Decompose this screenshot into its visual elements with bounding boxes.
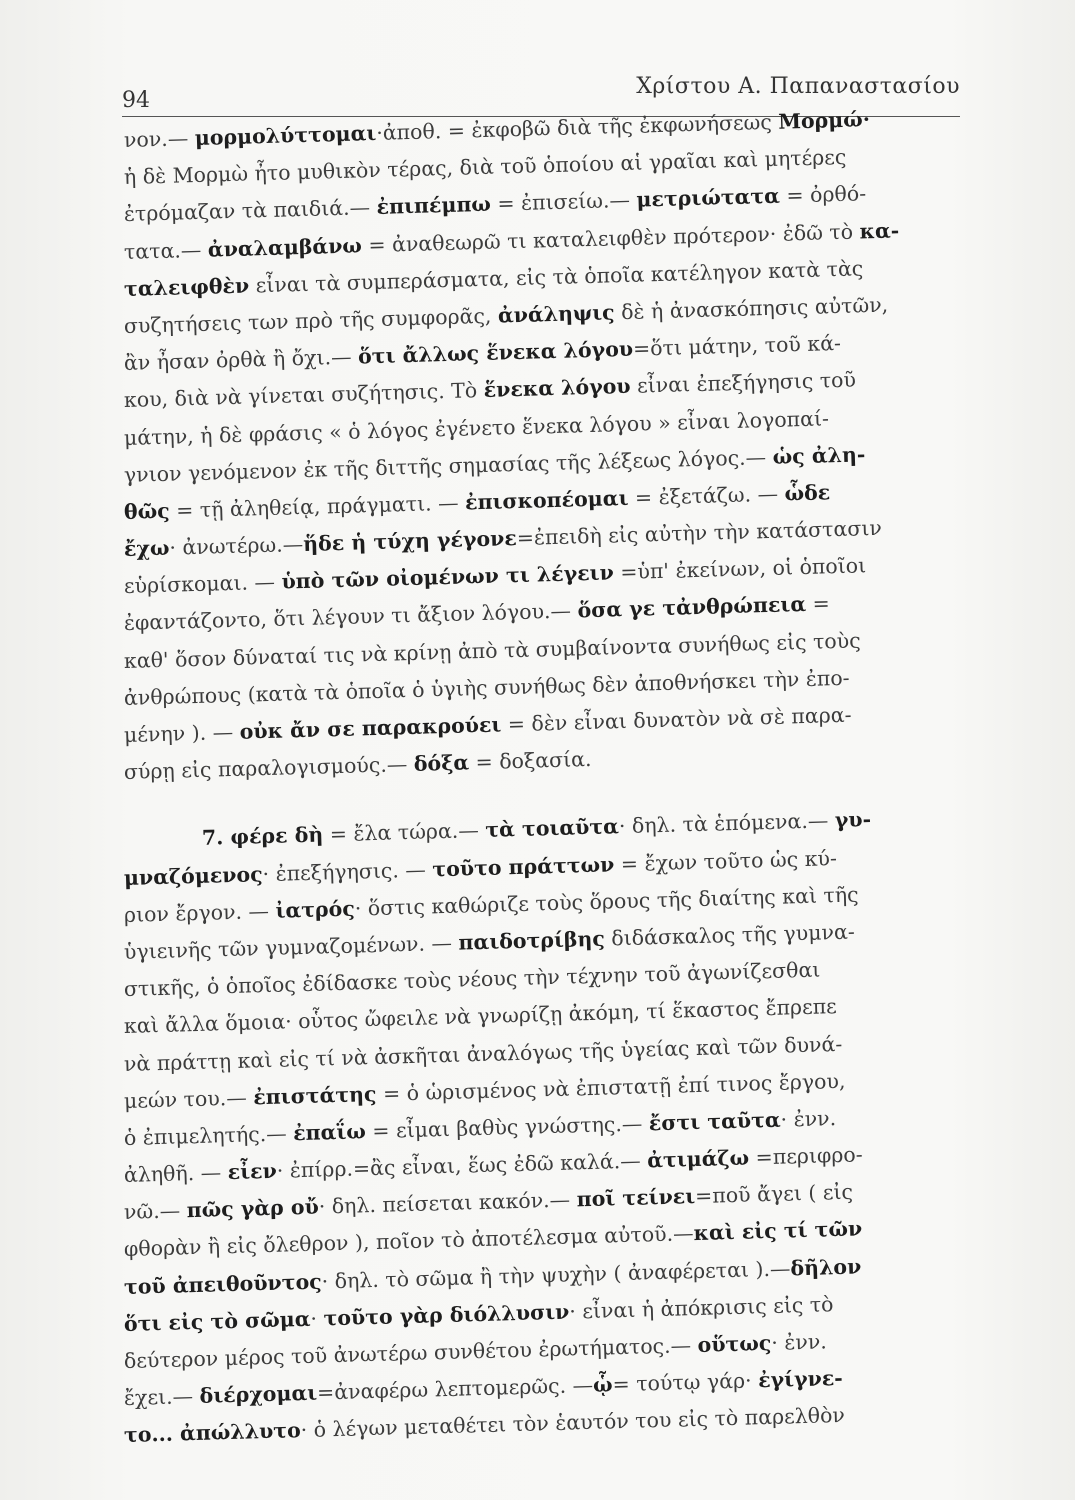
gloss-text: νῶ.— xyxy=(123,1198,188,1225)
gloss-text: · εἶναι ἡ ἀπόκρισις εἰς τὸ xyxy=(568,1292,834,1324)
gloss-text: = τῇ ἀληθείᾳ, πράγματι. — xyxy=(169,490,466,523)
gloss-text: = xyxy=(805,591,831,617)
lemma-term: ἐπιπέμπω xyxy=(376,192,492,220)
lemma-term: 7. φέρε δὴ xyxy=(201,822,324,851)
gloss-text: σύρῃ εἰς παραλογισμούς.— xyxy=(123,752,415,785)
lemma-term: ἐγίγνε- xyxy=(757,1366,844,1393)
lemma-term: ᾧ xyxy=(592,1372,613,1398)
lemma-term: μετριώτατα xyxy=(636,184,781,213)
lemma-term: ὡς ἀλη- xyxy=(772,441,866,469)
lemma-term: δῆλον xyxy=(790,1254,862,1281)
gloss-text: = εἶμαι βαθὺς γνώστης.— xyxy=(365,1111,650,1144)
gloss-text: · ὁ λέγων μεταθέτει τὸν ἑαυτόν του εἰς τὸ παρελθὸν xyxy=(300,1403,846,1443)
gloss-text: κου, διὰ νὰ γίνεται συζήτησις. Τὸ xyxy=(123,378,485,413)
gloss-text: = ἔλα τώρα.— xyxy=(322,818,486,847)
lemma-term: θῶς xyxy=(123,498,170,524)
gloss-text: =ποῦ ἄγει ( εἰς xyxy=(694,1179,854,1209)
gloss-text: καθ' ὅσον δύναταί τις νὰ κρίνῃ ἀπὸ τὰ συμβαίνοντα συνήθως εἰς τοὺς xyxy=(123,628,861,673)
gloss-text: =περιφρο- xyxy=(748,1142,863,1170)
lemma-term: τοῦ ἀπειθοῦντος xyxy=(123,1269,322,1299)
gloss-text: δὲ ἡ ἀνασκόπησις αὐτῶν, xyxy=(614,292,889,325)
lemma-term: Μορμώ· xyxy=(777,107,871,134)
gloss-text: ὁ ἐπιμελητής.— xyxy=(123,1121,294,1150)
commentary-text xyxy=(123,107,980,1455)
lemma-term: ἐπαΐω xyxy=(292,1119,367,1146)
lemma-term: τὰ τοιαῦτα xyxy=(484,814,620,843)
lemma-term: ἔστι ταῦτα xyxy=(648,1107,781,1136)
gloss-text: · ἀνωτέρω.— xyxy=(169,532,304,560)
lemma-term: εἶεν xyxy=(227,1158,278,1185)
gloss-text: · xyxy=(310,1306,324,1331)
gloss-text: ἀληθῆ. — xyxy=(123,1160,229,1188)
lemma-term: κα- xyxy=(859,217,900,244)
lemma-term: ἔχω xyxy=(123,535,170,562)
gloss-text: ·ἀποθ. = ἐκφοβῶ διὰ τῆς ἐκφωνήσεως xyxy=(375,109,779,145)
gloss-text: ἐτρόμαζαν τὰ παιδιά.— xyxy=(123,195,377,227)
gloss-text: δεύτερον μέρος τοῦ ἀνωτέρω συνθέτου ἐρωτήματος.— xyxy=(123,1332,698,1373)
gloss-text: καὶ ἄλλα ὅμοια· οὗτος ὤφειλε νὰ γνωρίζῃ ἀκόμη, τί ἕκαστος ἔπρεπε xyxy=(123,994,838,1039)
gloss-text: ἂν ἦσαν ὀρθὰ ἢ ὄχι.— xyxy=(123,344,359,376)
gloss-text: =ὑπ' ἐκείνων, οἱ ὁποῖοι xyxy=(613,553,867,585)
lemma-term: ἥδε ἡ τύχη γέγονε xyxy=(302,526,518,557)
gloss-text: φθορὰν ἢ εἰς ὄλεθρον ), ποῖον τὸ ἀποτέλεσμα αὐτοῦ.— xyxy=(123,1221,694,1262)
gloss-text: μεών του.— xyxy=(123,1085,254,1113)
gloss-text: ἡ δὲ Μορμὼ ἦτο μυθικὸν τέρας, διὰ τοῦ ὁποίου αἱ γραῖαι καὶ μητέρες xyxy=(123,145,847,190)
gloss-text: μάτην, ἡ δὲ φράσις « ὁ λόγος ἐγένετο ἕνεκα λόγου » εἶναι λογοπαί- xyxy=(123,405,830,450)
gloss-text: = ὁ ὡρισμένος νὰ ἐπιστατῇ ἐπί τινος ἔργου, xyxy=(376,1068,846,1106)
gloss-text: στικῆς, ὁ ὁποῖος ἐδίδασκε τοὺς νέους τὴν τέχνην τοῦ ἀγωνίζεσθαι xyxy=(123,957,821,1002)
lemma-term: ἐπιστάτης xyxy=(252,1081,377,1110)
gloss-text: · ὅστις καθώριζε τοὺς ὅρους τῆς διαίτης καὶ τῆς xyxy=(354,882,859,921)
lemma-term: γυ- xyxy=(834,807,872,833)
lemma-term: ὅσα γε τἀνθρώπεια xyxy=(577,592,807,623)
gloss-text: = ἐπισείω.— xyxy=(490,188,637,217)
gloss-text: εἶναι τὰ συμπεράσματα, εἰς τὰ ὁποῖα κατέληγον κατὰ τὰς xyxy=(248,256,864,298)
gloss-text: =ἀναφέρω λεπτομερῶς. — xyxy=(316,1373,594,1405)
gloss-text: εὑρίσκομαι. — xyxy=(123,569,282,599)
gloss-text: = τούτῳ γάρ· xyxy=(612,1368,759,1397)
gloss-text: · δηλ. πείσεται κακόν.— xyxy=(318,1187,577,1219)
lemma-term: ἰατρός xyxy=(275,896,356,923)
gloss-text: γνιον γενόμενον ἐκ τῆς διττῆς σημασίας τῆς λέξεως λόγος.— xyxy=(123,444,773,487)
gloss-text: νον.— xyxy=(123,126,196,152)
gloss-text: νὰ πράττῃ καὶ εἰς τί νὰ ἀσκῆται ἀναλόγως τῆς ὑγείας καὶ τῶν δυνά- xyxy=(123,1031,843,1076)
gloss-text: = ὀρθό- xyxy=(779,181,867,209)
lemma-term: ὅτι εἰς τὸ σῶμα xyxy=(123,1306,311,1336)
gloss-text: εἶναι ἐπεξήγησις τοῦ xyxy=(630,367,857,399)
gloss-text: ἐφαντάζοντο, ὅτι λέγουν τι ἄξιον λόγου.— xyxy=(123,598,578,636)
gloss-text: =ἐπειδὴ εἰς αὐτὴν τὴν κατάστασιν xyxy=(516,515,883,551)
lemma-term: το... ἀπώλλυτο xyxy=(123,1418,302,1448)
gloss-text: =ὅτι μάτην, τοῦ κά- xyxy=(632,331,842,361)
lemma-term: ἐπισκοπέομαι xyxy=(464,485,629,515)
gloss-text: τατα.— xyxy=(123,237,209,264)
lemma-term: ἕνεκα λόγου xyxy=(483,374,631,403)
lemma-term: διέρχομαι xyxy=(199,1380,318,1409)
running-head: Χρίστου Α. Παπαναστασίου xyxy=(636,74,960,99)
lemma-term: ταλειφθὲν xyxy=(123,273,250,301)
lemma-term: τοῦτο πράττων xyxy=(431,851,615,881)
gloss-text: ὑγιεινῆς τῶν γυμναζομένων. — xyxy=(123,930,459,964)
gloss-text: = ἐξετάζω. — xyxy=(628,481,785,510)
gloss-text: συζητήσεις των πρὸ τῆς συμφορᾶς, xyxy=(123,303,499,338)
lemma-term: ὑπὸ τῶν οἰομένων τι λέγειν xyxy=(281,560,615,594)
lemma-term: μναζόμενος xyxy=(123,861,263,890)
gloss-text: ἔχει.— xyxy=(123,1384,200,1411)
gloss-text: = δὲν εἶναι δυνατὸν νὰ σὲ παρα- xyxy=(500,702,852,737)
gloss-text: · δηλ. τὸ σῶμα ἢ τὴν ψυχὴν ( ἀναφέρεται ).— xyxy=(321,1256,791,1294)
gloss-text: = ἀναθεωρῶ τι καταλειφθὲν πρότερον· ἐδῶ τὸ xyxy=(361,219,860,257)
gloss-text: = ἔχων τοῦτο ὡς κύ- xyxy=(613,845,838,876)
lemma-term: μορμολύττομαι xyxy=(194,120,377,151)
lemma-term: πῶς γὰρ οὔ xyxy=(186,1194,320,1223)
lemma-term: ὧδε xyxy=(784,480,831,506)
lemma-term: παιδοτρίβης xyxy=(458,926,606,955)
lemma-term: τοῦτο γὰρ διόλλυσιν xyxy=(323,1299,570,1331)
lemma-term: ἀναλαμβάνω xyxy=(207,232,363,262)
page-number: 94 xyxy=(122,88,150,113)
gloss-text: μένην ). — xyxy=(123,719,240,747)
gloss-text: διδάσκαλος τῆς γυμνα- xyxy=(604,919,856,951)
lemma-term: οὐκ ἄν σε παρακρούει xyxy=(239,712,502,744)
lemma-term: δόξα xyxy=(413,750,470,777)
gloss-text: ριον ἔργον. — xyxy=(123,898,276,927)
lemma-term: οὕτως xyxy=(697,1330,772,1357)
gloss-text: · ἐπεξήγησις. — xyxy=(262,856,433,886)
lemma-term: καὶ εἰς τί τῶν xyxy=(693,1216,863,1246)
gloss-text: = δοξασία. xyxy=(468,747,592,775)
lemma-term: ἀτιμάζω xyxy=(646,1145,750,1173)
lemma-term: ἀνάληψις xyxy=(497,300,615,328)
lemma-term: ὅτι ἄλλως ἕνεκα λόγου xyxy=(357,336,634,369)
gloss-text: · ἐνν. xyxy=(780,1105,837,1132)
gloss-text: · δηλ. τὰ ἑπόμενα.— xyxy=(618,808,836,839)
gloss-text: · ἐπίρρ.=ἂς εἶναι, ἕως ἐδῶ καλά.— xyxy=(276,1148,648,1183)
lemma-term: ποῖ τείνει xyxy=(576,1184,696,1212)
gloss-text: · ἐνν. xyxy=(770,1329,828,1355)
gloss-text: ἀνθρώπους (κατὰ τὰ ὁποῖα ὁ ὑγιὴς συνήθως δὲν ἀποθνήσκει τὴν ἐπο- xyxy=(123,665,850,710)
